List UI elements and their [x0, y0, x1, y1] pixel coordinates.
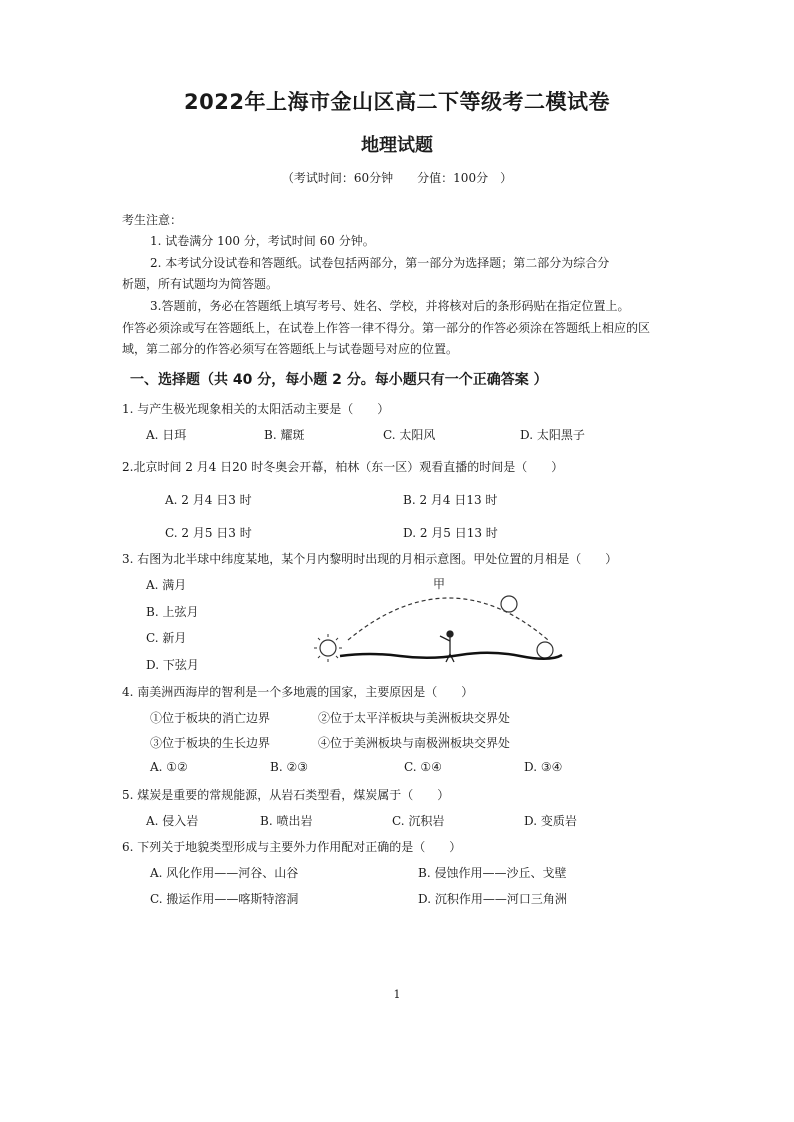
exam-title: 2022年上海市金山区高二下等级考二模试卷	[184, 90, 610, 114]
q3-option-d: D. 下弦月	[146, 658, 199, 672]
q6-stem: 6. 下列关于地貌类型形成与主要外力作用配对正确的是（ ）	[122, 840, 462, 854]
q2-stem: 2.北京时间 2 月4 日20 时冬奥会开幕，柏林（东一区）观看直播的时间是（ ）	[122, 460, 564, 474]
q3-option-a: A. 满月	[146, 578, 187, 592]
notice-line-3b: 作答必须涂或写在答题纸上，在试卷上作答一律不得分。第一部分的作答必须涂在答题纸上相应的区	[122, 321, 651, 335]
notice-heading: 考生注意：	[122, 213, 183, 227]
notice-line-2b: 析题，所有试题均为简答题。	[122, 277, 279, 291]
q4-statement-1: ①位于板块的消亡边界	[150, 711, 271, 725]
q5-option-c: C. 沉积岩	[392, 814, 445, 828]
q4-option-b: B. ②③	[270, 760, 308, 774]
notice-line-3c: 域，第二部分的作答必须写在答题纸上与试卷题号对应的位置。	[122, 342, 459, 356]
q4-stem: 4. 南美洲西海岸的智利是一个多地震的国家，主要原因是（ ）	[122, 685, 474, 699]
sun-icon	[314, 634, 342, 662]
q2-option-a: A. 2 月4 日3 时	[165, 493, 252, 507]
q1-option-b: B. 耀斑	[264, 428, 305, 442]
section-1-title: 一、选择题（共 40 分，每小题 2 分。每小题只有一个正确答案 ）	[130, 372, 548, 388]
q4-option-a: A. ①②	[150, 760, 188, 774]
q3-option-c: C. 新月	[146, 631, 187, 645]
moon-circle-icon	[501, 596, 517, 612]
notice-line-3a: 3.答题前，务必在答题纸上填写考号、姓名、学校，并将核对后的条形码贴在指定位置上。	[150, 299, 630, 313]
horizon-ground	[340, 653, 562, 659]
q3-option-b: B. 上弦月	[146, 605, 199, 619]
q5-stem: 5. 煤炭是重要的常规能源，从岩石类型看，煤炭属于（ ）	[122, 788, 450, 802]
q6-option-c: C. 搬运作用——喀斯特溶洞	[150, 892, 299, 906]
moon-circle-icon	[537, 642, 553, 658]
q6-option-b: B. 侵蚀作用——沙丘、戈壁	[418, 866, 567, 880]
q4-option-d: D. ③④	[524, 760, 563, 774]
q2-option-d: D. 2 月5 日13 时	[403, 526, 498, 540]
subject-title: 地理试题	[361, 135, 433, 156]
q1-option-c: C. 太阳风	[383, 428, 436, 442]
q1-option-d: D. 太阳黑子	[520, 428, 585, 442]
q6-option-d: D. 沉积作用——河口三角洲	[418, 892, 567, 906]
q4-option-c: C. ①④	[404, 760, 442, 774]
q2-option-c: C. 2 月5 日3 时	[165, 526, 252, 540]
q5-option-d: D. 变质岩	[524, 814, 577, 828]
crescent-moon-icon	[374, 592, 388, 606]
q5-option-b: B. 喷出岩	[260, 814, 313, 828]
exam-info: （考试时间：60分钟 分值：100分 ）	[281, 171, 513, 185]
q5-option-a: A. 侵入岩	[146, 814, 199, 828]
q4-statement-2: ②位于太平洋板块与美洲板块交界处	[318, 711, 511, 725]
q2-option-b: B. 2 月4 日13 时	[403, 493, 498, 507]
page-number: 1	[393, 988, 401, 1001]
notice-line-2a: 2. 本考试分设试卷和答题纸。试卷包括两部分，第一部分为选择题；第二部分为综合分	[150, 256, 610, 270]
diagram-label-jia: 甲	[433, 577, 446, 591]
q1-stem: 1. 与产生极光现象相关的太阳活动主要是（ ）	[122, 402, 390, 416]
q4-statement-4: ④位于美洲板块与南极洲板块交界处	[318, 736, 511, 750]
q6-option-a: A. 风化作用——河谷、山谷	[150, 866, 299, 880]
q1-option-a: A. 日珥	[146, 428, 187, 442]
q3-stem: 3. 右图为北半球中纬度某地，某个月内黎明时出现的月相示意图。甲处位置的月相是（ ）	[122, 552, 618, 566]
q4-statement-3: ③位于板块的生长边界	[150, 736, 271, 750]
notice-line-1: 1. 试卷满分 100 分，考试时间 60 分钟。	[150, 234, 375, 248]
moon-phase-diagram	[300, 568, 570, 668]
